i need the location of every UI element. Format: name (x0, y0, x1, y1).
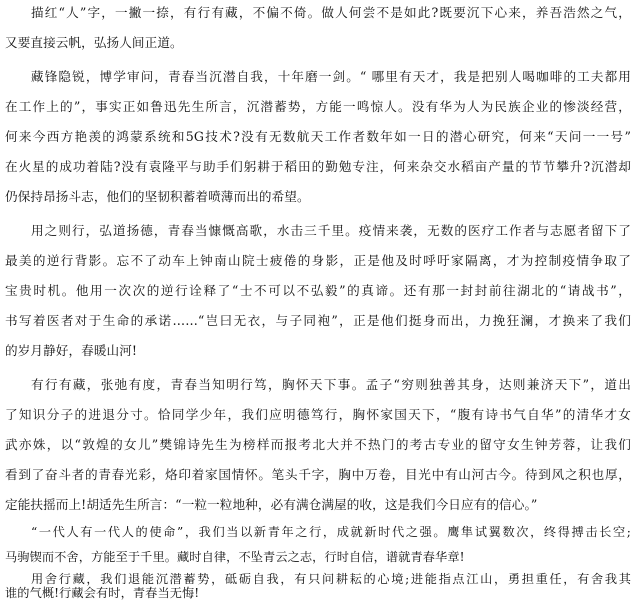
text-line: 描红“人”字，一撇一捺，有行有藏，不偏不倚。做人何尝不是如此?既要沉下心来，养吾浩然之气， (31, 5, 631, 20)
text-line: 马驹锲而不舍，方能至于千里。藏时自律，不坠青云之志，行时自信，谱就青春华章! (5, 550, 465, 564)
text-line: 武亦姝，以“敦煌的女儿”樊锦诗先生为榜样而报考北大并不热门的考古专业的留守女生钟芳蓉，让我们 (5, 437, 631, 452)
text-line: 定能扶摇而上!胡适先生所言：“一粒一粒地种，必有满仓满屋的收，这是我们今日应有的信心。” (5, 497, 538, 512)
text-line: 有行有藏，张弛有度，青春当知明行笃，胸怀天下事。孟子“穷则独善其身，达则兼济天下”，道出 (31, 377, 631, 392)
text-line: 了知识分子的进退分寸。恰同学少年，我们应明德笃行，胸怀家国天下，“腹有诗书气自华”的清华才女 (5, 407, 631, 422)
text-line: 宝贵时机。他用一次次的逆行诠释了“士不可以不弘毅”的真谛。还有那一封封前往湖北的“请战书”， (5, 283, 631, 298)
text-line: 藏锋隐锐，博学审问，青春当沉潜自我，十年磨一剑。“ 哪里有天才，我是把别人喝咖啡的工夫都用 (31, 69, 631, 84)
text-line: 谁的气概!行藏会有时，青春当无悔! (5, 586, 200, 600)
text-line: 在火星的成功着陆?没有袁隆平与助手们躬耕于稻田的勤勉专注，何来杂交水稻亩产量的节节攀升?沉潜却 (5, 159, 631, 174)
text-line: 在工作上的”，事实正如鲁迅先生所言，沉潜蓄势，方能一鸣惊人。没有华为人为民族企业的惨淡经营， (5, 99, 631, 114)
text-line: 最美的逆行背影。忘不了动车上钟南山院士疲倦的身影，正是他及时呼吁家隔离，才为控制疫情争取了 (5, 253, 631, 268)
text-line: “一代人有一代人的使命”，我们当以新青年之行，成就新时代之强。鹰隼试翼数次，终得搏击长空; (31, 525, 631, 539)
text-line: 看到了奋斗者的青春光彩，烙印着家国情怀。笔头千字，胸中万卷，目光中有山河古今。待到风之积也厚， (5, 467, 631, 482)
text-line: 书写着医者对于生命的承诺……“岂曰无衣，与子同袍”，正是他们挺身而出，力挽狂澜，才换来了我们 (5, 313, 631, 328)
text-line: 仍保持昂扬斗志，他们的坚韧积蓄着喷薄而出的希望。 (5, 189, 310, 204)
text-line: 又要直接云帆，弘扬人间正道。 (5, 35, 183, 50)
text-line: 用舍行藏，我们退能沉潜蓄势，砥砺自我，有只问耕耘的心境;进能指点江山，勇担重任，有舍我其 (31, 572, 631, 586)
text-line: 何来今西方艳羡的鸿蒙系统和5G技术?没有无数航天工作者数年如一日的潜心研究，何来“天问一一号” (5, 129, 631, 144)
text-line: 用之则行，弘道扬德，青春当慷慨高歌，水击三千里。疫情来袭，无数的医疗工作者与志愿者留下了 (31, 223, 631, 238)
text-line: 的岁月静好，春暖山河! (5, 343, 138, 358)
